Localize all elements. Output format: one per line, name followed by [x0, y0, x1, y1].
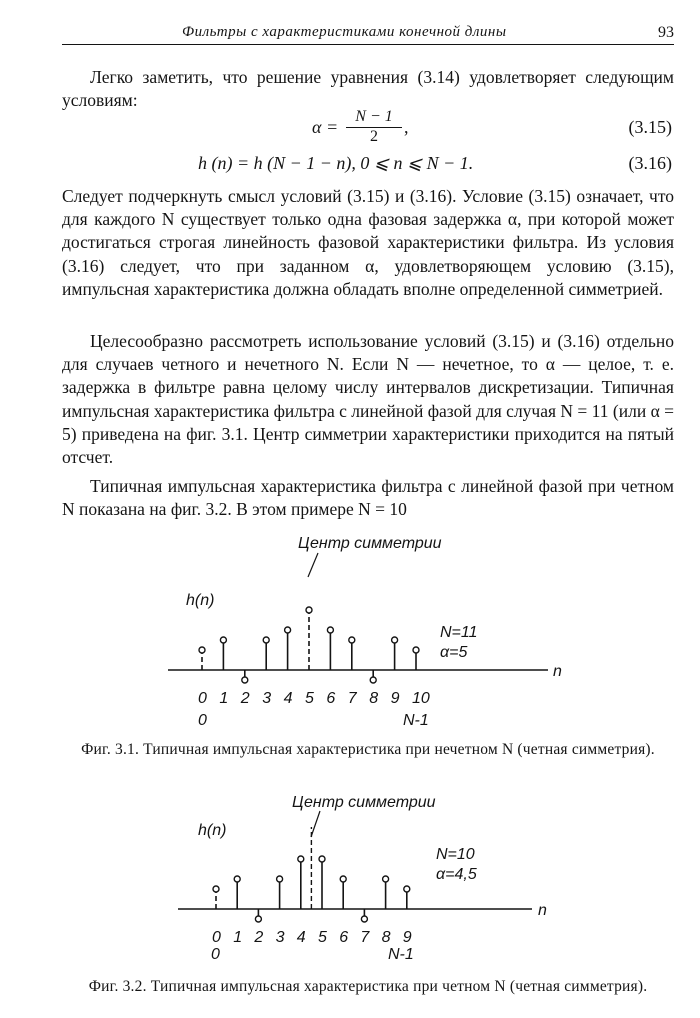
equation-3-15-fraction — [346, 108, 402, 146]
tick-label: 7 — [347, 690, 357, 707]
fraction-denominator: 2 — [370, 128, 378, 145]
y-axis-label: h(n) — [198, 822, 227, 839]
stem-point — [213, 886, 219, 892]
stem-point — [349, 637, 355, 643]
tick-label: 2 — [240, 690, 250, 707]
paragraph-1: Следует подчеркнуть смысл условий (3.15) и (3.16). Условие (3.15) означает, что для каждого N существует только одна фазовая задержка α, при которой может достигаться строгая линейность фазовой характеристики фильтра. Из условия (3.16) следует, что при заданном α, удовлетворяющем условию (3.15), импульсная характеристика должна обладать вполне определенной симметрией. — [62, 186, 674, 299]
tick-label: 7 — [360, 929, 370, 946]
sub-label-n-minus-1: N-1 — [403, 712, 429, 729]
stem-point — [306, 607, 312, 613]
stem-point — [404, 886, 410, 892]
axis-label-n: n — [538, 902, 547, 919]
page-number: 93 — [658, 24, 674, 41]
stem-point — [319, 856, 325, 862]
center-pointer — [311, 811, 320, 837]
equation-3-15-tail: , — [404, 117, 409, 137]
tick-label: 5 — [305, 690, 314, 707]
page-header — [62, 22, 674, 45]
tick-label: 6 — [326, 690, 336, 707]
stem-point — [263, 637, 269, 643]
equation-3-15-number: (3.15) — [628, 117, 672, 137]
tick-label: 3 — [262, 690, 272, 707]
stem-point — [199, 647, 205, 653]
tick-label: 0 — [198, 690, 207, 707]
figure-3-1 — [0, 525, 700, 735]
tick-label: 8 — [369, 690, 379, 707]
stem-point — [255, 916, 261, 922]
equation-3-16-number: (3.16) — [628, 153, 672, 173]
stem-point — [370, 677, 376, 683]
axis-label-n: n — [553, 663, 562, 680]
paragraph-2: Целесообразно рассмотреть использование условий (3.15) и (3.16) отдельно для случаев четного и нечетного N. Если N — нечетное, то α — целое, т. е. задержка в фильтре равна целому числу интервалов дискретизации. Типичная импульсная характеристика фильтра с линейной фазой для случая N = 11 (или α = 5) приведена на фиг. 3.1. Центр симметрии характеристики приходится на пятый отсчет. — [62, 331, 674, 468]
tick-label: 8 — [381, 929, 391, 946]
equation-3-16: h (n) = h (N − 1 − n), 0 ⩽ n ⩽ N − 1. — [198, 153, 474, 173]
stem-point — [392, 637, 398, 643]
stem-point — [285, 627, 291, 633]
tick-label: 5 — [318, 929, 327, 946]
fraction-numerator: N − 1 — [346, 108, 402, 128]
tick-label: 9 — [402, 929, 412, 946]
tick-label: 3 — [275, 929, 285, 946]
figure-3-2-caption: Фиг. 3.2. Типичная импульсная характеристика при четном N (четная симметрия). — [88, 978, 648, 995]
equation-3-15-lhs: α = — [312, 117, 339, 137]
stem-point — [242, 677, 248, 683]
tick-label: 2 — [254, 929, 264, 946]
center-of-symmetry-label: Центр симметрии — [292, 794, 436, 811]
param-n: N=10 — [436, 846, 475, 863]
param-alpha: α=4,5 — [436, 866, 477, 883]
tick-label: 4 — [296, 929, 306, 946]
center-pointer — [308, 553, 318, 577]
paragraph-3: Типичная импульсная характеристика фильтра с линейной фазой при четном N показана на фиг. 3.2. В этом примере N = 10 — [62, 476, 674, 520]
sub-label-zero: 0 — [211, 946, 220, 963]
center-of-symmetry-label: Центр симметрии — [298, 535, 442, 552]
tick-label: 6 — [339, 929, 349, 946]
tick-label: 9 — [390, 690, 400, 707]
sub-label-n-minus-1: N-1 — [388, 946, 414, 963]
stem-point — [383, 876, 389, 882]
tick-label: 10 — [412, 690, 430, 707]
tick-label: 1 — [233, 929, 243, 946]
figure-3-2 — [0, 787, 700, 977]
stem-point — [413, 647, 419, 653]
intro-paragraph: Легко заметить, что решение уравнения (3.14) удовлетворяет следующим условиям: — [62, 67, 674, 111]
stem-point — [277, 876, 283, 882]
stem-point — [327, 627, 333, 633]
stem-point — [340, 876, 346, 882]
stem-point — [234, 876, 240, 882]
stem-point — [361, 916, 367, 922]
figure-3-1-caption: Фиг. 3.1. Типичная импульсная характеристика при нечетном N (четная симметрия). — [81, 741, 655, 758]
param-alpha: α=5 — [440, 644, 468, 661]
stem-point — [220, 637, 226, 643]
tick-label: 4 — [283, 690, 293, 707]
tick-label: 0 — [212, 929, 221, 946]
sub-label-zero: 0 — [198, 712, 207, 729]
param-n: N=11 — [440, 624, 478, 641]
tick-label: 1 — [219, 690, 229, 707]
running-title: Фильтры с характеристиками конечной длины — [182, 24, 507, 40]
y-axis-label: h(n) — [186, 592, 215, 609]
stem-point — [298, 856, 304, 862]
